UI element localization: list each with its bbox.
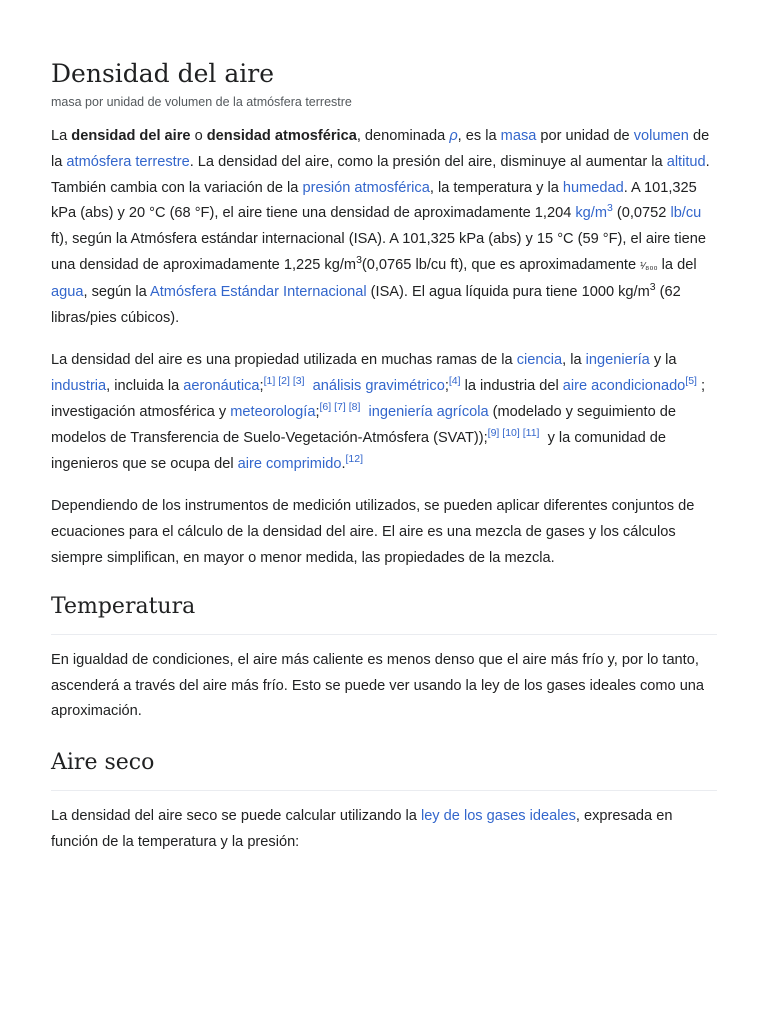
link-humedad[interactable]: humedad — [562, 179, 624, 196]
superscript: 3 — [607, 202, 613, 215]
text: por unidad de — [536, 128, 634, 144]
text: . A 101,325 kPa (abs) y 20 °C (68 °F), el aire tiene una densidad de aproximadamente 1,204 — [51, 179, 697, 222]
fraction: ¹⁄₈₀₀ — [640, 260, 658, 272]
equations-paragraph: Dependiendo de los instrumentos de medición utilizados, se pueden aplicar diferentes conjuntos de ecuaciones para el cálculo de la densidad del aire. El aire es una mezcla de gases y los cálculos siempre simplifican, en mayor o menor medida, las propiedades de la mezcla. — [51, 498, 695, 566]
text: ft), según la Atmósfera estándar internacional (ISA). A 101,325 kPa (abs) y 15 °C (59 °F), el aire tiene una densidad de aproximadamente 1,225 kg/m — [51, 231, 706, 273]
link-industria[interactable]: industria — [51, 378, 107, 395]
text: (modelado y seguimiento de modelos de Transferencia de Suelo-Vegetación-Atmósfera (SVAT)); — [51, 403, 677, 446]
text: ; investigación atmosférica y — [51, 378, 706, 420]
text: y la — [649, 352, 677, 369]
link-agua[interactable]: agua — [51, 283, 84, 300]
link-masa[interactable]: masa — [500, 128, 537, 144]
reference-link[interactable]: [6] — [319, 400, 332, 413]
reference-link[interactable]: [9] — [487, 426, 500, 439]
reference-link[interactable]: [7] — [334, 400, 346, 413]
text: ; — [259, 378, 264, 395]
text: La — [51, 128, 72, 144]
link-rho[interactable]: ρ — [449, 128, 458, 144]
reference-link[interactable]: [12] — [345, 452, 364, 465]
text: (0,0752 — [612, 205, 671, 222]
page-subtitle: masa por unidad de volumen de la atmósfera terrestre — [51, 95, 352, 109]
section-heading-temperatura: Temperatura — [51, 593, 717, 635]
superscript: 3 — [356, 253, 362, 266]
text: de la — [51, 128, 710, 170]
text: La densidad del aire es una propiedad utilizada en muchas ramas de la — [51, 352, 517, 369]
text: (ISA). El agua líquida pura tiene 1000 kg/m — [366, 283, 650, 300]
reference-link[interactable]: [11] — [522, 426, 540, 439]
bold-term: densidad del aire — [71, 128, 191, 144]
link-altitud[interactable]: altitud — [666, 153, 706, 170]
aire-seco-paragraph — [51, 804, 717, 856]
text: , la temperatura y la — [429, 179, 563, 196]
reference-link[interactable]: [1] — [263, 375, 276, 388]
text: , según la — [83, 283, 151, 300]
reference-link[interactable]: [3] — [292, 375, 305, 388]
text: , incluida la — [106, 378, 184, 395]
text: , expresada en función de la temperatura y la presión: — [51, 808, 673, 850]
text: la del — [657, 256, 697, 273]
text: (0,0765 lb/cu ft), que es aproximadamente — [361, 256, 641, 273]
reference-link[interactable]: [10] — [502, 426, 520, 439]
text: . — [341, 455, 346, 472]
text: La densidad del aire seco se puede calcular utilizando la — [51, 808, 421, 825]
page-title: Densidad del aire — [51, 59, 275, 88]
reference-link[interactable]: [4] — [448, 375, 461, 388]
link-ciencia[interactable]: ciencia — [516, 352, 563, 369]
link-ingenieria[interactable]: ingeniería — [585, 352, 650, 369]
text: , la — [562, 352, 586, 369]
reference-link[interactable]: [5] — [685, 375, 697, 388]
link-kg-m3[interactable] — [575, 202, 613, 222]
text: , es la — [457, 128, 501, 144]
text: , denominada — [356, 128, 450, 144]
intro-paragraph — [51, 124, 717, 331]
text: ; — [315, 403, 320, 420]
temperatura-paragraph: En igualdad de condiciones, el aire más caliente es menos denso que el aire más frío y, por lo tanto, ascenderá a través del aire más frío. Esto se puede ver usando la ley de los gases ideales como una aproximación. — [51, 651, 705, 720]
text: . También cambia con la variación de la — [51, 153, 710, 196]
link-atmosfera-terrestre[interactable]: atmósfera terrestre — [66, 153, 190, 170]
link-aire-acondicionado[interactable]: aire acondicionado — [562, 378, 686, 395]
link-ley-gases-ideales[interactable]: ley de los gases ideales — [420, 808, 576, 825]
text: y la comunidad de ingenieros que se ocupa del — [51, 429, 667, 472]
link-aire-comprimido[interactable]: aire comprimido — [237, 455, 342, 472]
reference-link[interactable]: [8] — [348, 400, 361, 413]
link-ingenieria-agricola[interactable]: ingeniería agrícola — [368, 403, 489, 420]
text: o — [190, 128, 207, 144]
link-text: kg/m — [575, 205, 607, 222]
text: ; — [444, 378, 449, 395]
uses-paragraph — [51, 348, 717, 477]
link-aeronautica[interactable]: aeronáutica — [183, 378, 260, 395]
link-lb-cu[interactable]: lb/cu — [670, 205, 702, 222]
link-isa[interactable]: Atmósfera Estándar Internacional — [150, 283, 367, 300]
bold-term: densidad atmosférica — [206, 128, 357, 144]
text: (62 libras/pies cúbicos). — [51, 283, 681, 326]
superscript: 3 — [649, 280, 656, 293]
section-heading-aire-seco: Aire seco — [51, 749, 717, 791]
reference-link[interactable]: [2] — [278, 375, 290, 388]
link-presion-atmosferica[interactable]: presión atmosférica — [302, 179, 430, 196]
link-volumen[interactable]: volumen — [633, 128, 689, 144]
text: la industria del — [460, 378, 563, 395]
link-analisis-gravimetrico[interactable]: análisis gravimétrico — [312, 378, 445, 395]
text: . La densidad del aire, como la presión del aire, disminuye al aumentar la — [189, 153, 667, 170]
link-meteorologia[interactable]: meteorología — [230, 403, 316, 420]
